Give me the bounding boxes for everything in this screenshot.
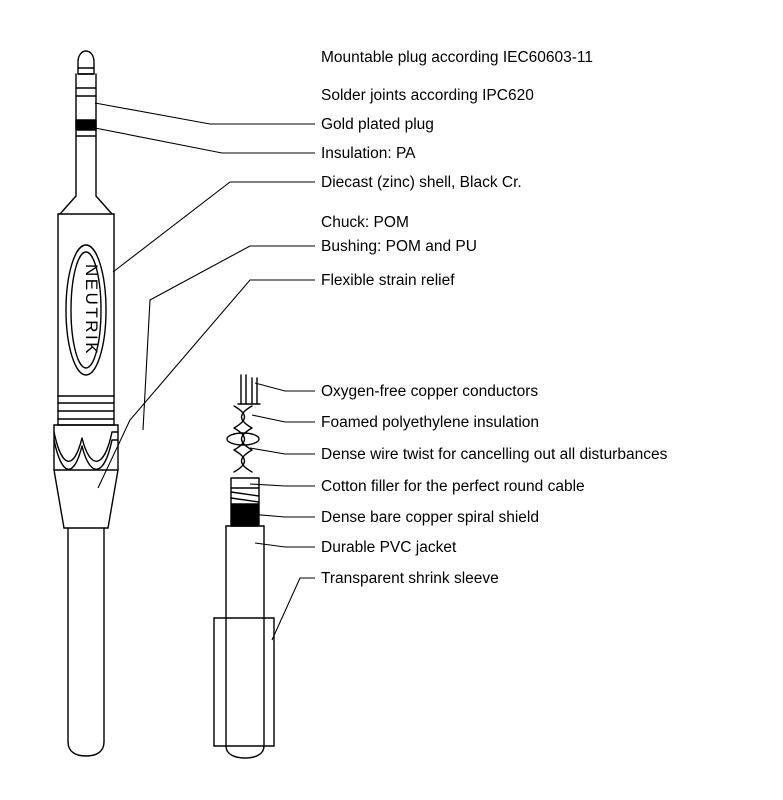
label-foamed-polyethylene: Foamed polyethylene insulation (321, 414, 539, 431)
label-chuck-pom: Chuck: POM (321, 214, 409, 231)
label-cotton-filler: Cotton filler for the perfect round cable (321, 478, 585, 495)
insulation-ring (76, 120, 96, 136)
label-mountable-plug: Mountable plug according IEC60603-11 (321, 49, 594, 66)
neutrik-brand-text: NEUTRIK (82, 263, 101, 357)
leader-gold-plated-plug (95, 103, 315, 124)
leader-diecast-shell (113, 182, 315, 272)
cable-jacket (226, 526, 264, 618)
label-pvc-jacket: Durable PVC jacket (321, 539, 457, 556)
leader-bushing (143, 246, 315, 430)
leader-oxygen-free (255, 383, 315, 391)
strain-relief-boot (54, 470, 118, 528)
plug-shaft (76, 74, 96, 196)
plug-body-flare (60, 196, 112, 214)
label-diecast-shell: Diecast (zinc) shell, Black Cr. (321, 174, 522, 191)
label-dense-wire-twist: Dense wire twist for cancelling out all disturbances (321, 446, 668, 463)
label-flexible-strain-relief: Flexible strain relief (321, 272, 455, 289)
leader-insulation-pa (95, 128, 315, 153)
leader-strain-relief (98, 280, 315, 488)
cable-shield (231, 478, 259, 526)
leader-wire-twist (250, 448, 315, 454)
leader-lines (95, 103, 315, 640)
plug-tip-icon (78, 51, 94, 74)
leader-cotton-filler (250, 484, 315, 486)
label-shrink-sleeve: Transparent shrink sleeve (321, 570, 499, 587)
leader-foamed-poly (252, 415, 315, 422)
label-solder-joints: Solder joints according IPC620 (321, 87, 534, 104)
label-gold-plated-plug: Gold plated plug (321, 116, 434, 133)
label-oxygen-free-copper: Oxygen-free copper conductors (321, 383, 539, 400)
shrink-sleeve (214, 618, 274, 758)
label-spiral-shield: Dense bare copper spiral shield (321, 509, 539, 526)
cable-conductors (238, 375, 260, 404)
plug-cable (68, 528, 104, 756)
label-bushing-pom-pu: Bushing: POM and PU (321, 238, 477, 255)
leader-shrink-sleeve (272, 578, 315, 640)
chuck-bushing (54, 425, 118, 470)
label-insulation-pa: Insulation: PA (321, 145, 416, 162)
